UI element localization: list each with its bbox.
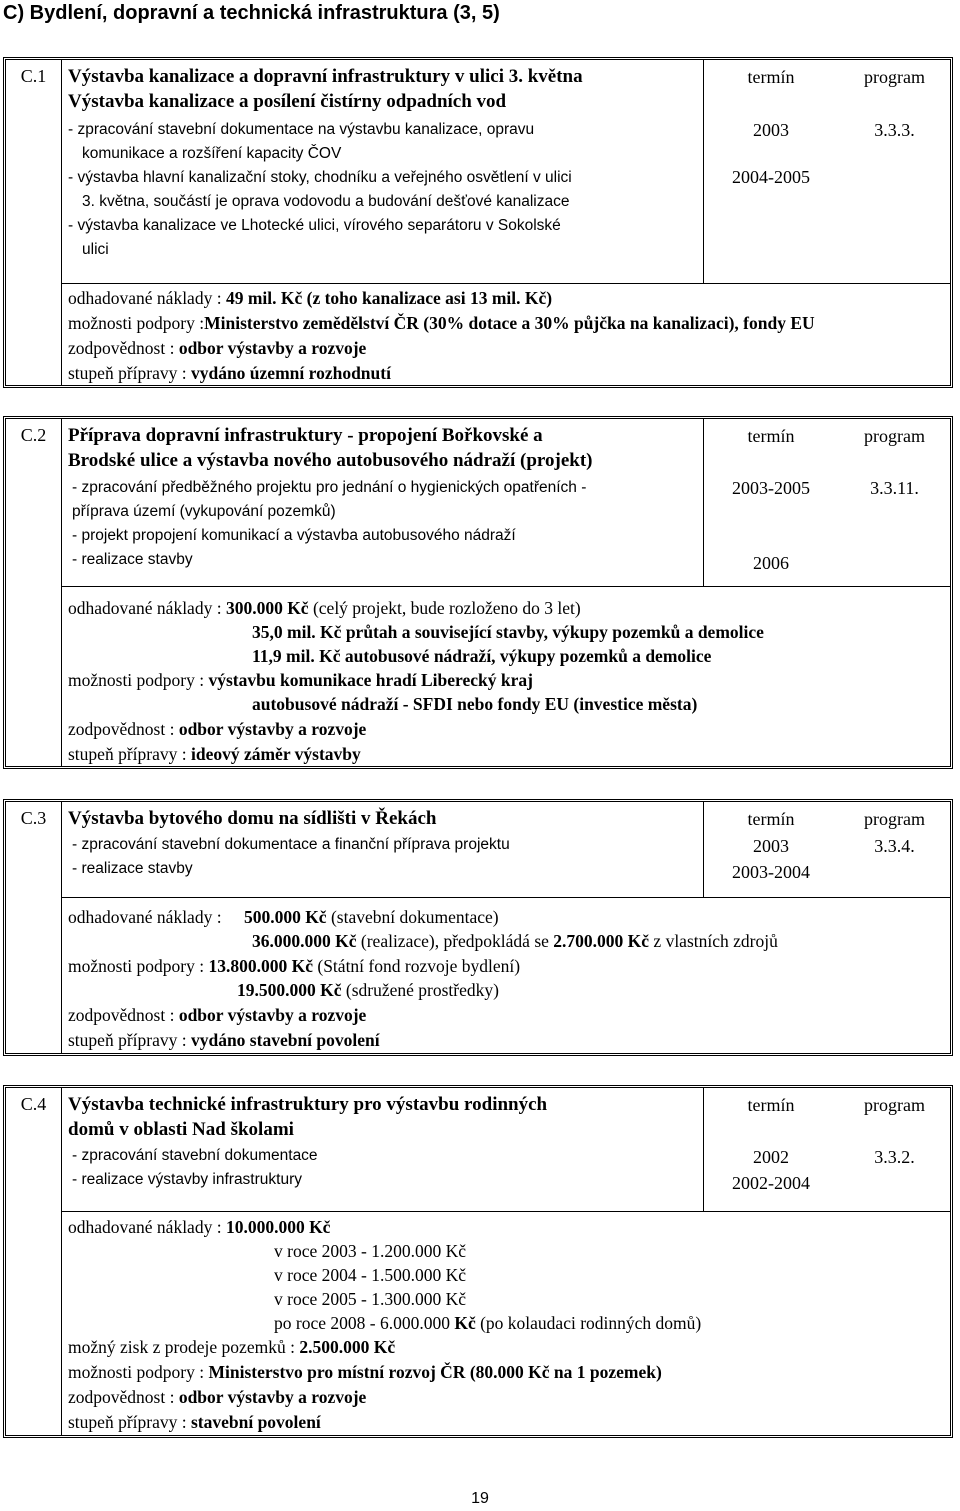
termin-value: 2006 <box>753 553 789 573</box>
page-number: 19 <box>471 1490 489 1507</box>
program-value: 3.3.2. <box>874 1147 915 1167</box>
podpora-row: autobusové nádraží - SFDI nebo fondy EU (investice města) <box>252 694 698 714</box>
task-item: - zpracování předběžného projektu pro jednání o hygienických opatřeních - <box>72 479 587 496</box>
naklady-year: po roce 2008 - 6.000.000 Kč (po kolaudaci rodinných domů) <box>274 1313 702 1333</box>
task-item: - realizace stavby <box>72 551 193 568</box>
zodpovednost-row: zodpovědnost : odbor výstavby a rozvoje <box>68 719 367 739</box>
stupen-row: stupeň přípravy : vydáno územní rozhodnutí <box>68 363 391 383</box>
termin-label: termín <box>747 809 795 829</box>
section-heading: C) Bydlení, dopravní a technická infrastruktura (3, 5) <box>3 2 500 24</box>
podpora-row: možnosti podpory : 13.800.000 Kč (Státní fond rozvoje bydlení) <box>68 956 521 976</box>
program-label: program <box>864 1095 925 1115</box>
project-title: Výstavba kanalizace a dopravní infrastruktury v ulici 3. května <box>68 66 583 87</box>
task-item: komunikace a rozšíření kapacity ČOV <box>82 145 342 162</box>
task-item: - zpracování stavební dokumentace na výstavbu kanalizace, opravu <box>68 121 535 138</box>
project-title: Výstavba technické infrastruktury pro výstavbu rodinných <box>68 1094 548 1115</box>
project-number: C.4 <box>20 1094 47 1114</box>
program-value: 3.3.4. <box>874 836 915 856</box>
naklady-row: odhadované náklady : 10.000.000 Kč <box>68 1217 331 1237</box>
task-item: příprava území (vykupování pozemků) <box>72 503 336 520</box>
task-item: 3. května, součástí je oprava vodovodu a budování dešťové kanalizace <box>82 193 570 210</box>
task-item: - zpracování stavební dokumentace a finanční příprava projektu <box>72 836 510 853</box>
zodpovednost-row: zodpovědnost : odbor výstavby a rozvoje <box>68 1005 367 1025</box>
project-number: C.2 <box>20 425 47 445</box>
project-box-c4 <box>3 1085 953 1438</box>
program-label: program <box>864 809 925 829</box>
naklady-row: odhadované náklady : 300.000 Kč (celý projekt, bude rozloženo do 3 let) <box>68 598 581 618</box>
termin-value: 2002 <box>753 1147 789 1167</box>
program-label: program <box>864 67 925 87</box>
naklady-row: 11,9 mil. Kč autobusové nádraží, výkupy pozemků a demolice <box>252 646 712 666</box>
project-box-c3 <box>3 799 953 1056</box>
task-item: ulici <box>82 241 109 258</box>
termin-value: 2003 <box>753 836 789 856</box>
task-item: - výstavba kanalizace ve Lhotecké ulici, vírového separátoru v Sokolské <box>68 217 561 234</box>
project-subtitle: Výstavba kanalizace a posílení čistírny odpadních vod <box>68 91 507 112</box>
task-item: - realizace výstavby infrastruktury <box>72 1171 302 1188</box>
task-item: - zpracování stavební dokumentace <box>72 1147 318 1164</box>
naklady-row: odhadované náklady : 49 mil. Kč (z toho kanalizace asi 13 mil. Kč) <box>68 288 553 308</box>
task-item: - projekt propojení komunikací a výstavba autobusového nádraží <box>72 527 516 544</box>
zisk-row: možný zisk z prodeje pozemků : 2.500.000 Kč <box>68 1337 396 1357</box>
termin-label: termín <box>747 67 795 87</box>
naklady-year: v roce 2003 - 1.200.000 Kč <box>274 1241 466 1261</box>
podpora-row: možnosti podpory : výstavbu komunikace hradí Liberecký kraj <box>68 670 533 690</box>
podpora-row: 19.500.000 Kč (sdružené prostředky) <box>237 980 499 1000</box>
stupen-row: stupeň přípravy : stavební povolení <box>68 1412 321 1432</box>
podpora-row: možnosti podpory :Ministerstvo zemědělství ČR (30% dotace a 30% půjčka na kanalizaci), fondy EU <box>68 313 815 333</box>
zodpovednost-row: zodpovědnost : odbor výstavby a rozvoje <box>68 1387 367 1407</box>
termin-value: 2003 <box>753 120 789 140</box>
project-title: Příprava dopravní infrastruktury - propojení Bořkovské a <box>68 425 543 446</box>
termin-label: termín <box>747 426 795 446</box>
task-item: - realizace stavby <box>72 860 193 877</box>
naklady-row: odhadované náklady : 500.000 Kč (stavební dokumentace) <box>68 907 499 927</box>
project-subtitle: domů v oblasti Nad školami <box>68 1119 294 1140</box>
termin-label: termín <box>747 1095 795 1115</box>
project-box-c1 <box>3 57 953 388</box>
stupen-row: stupeň přípravy : vydáno stavební povolení <box>68 1030 380 1050</box>
project-number: C.1 <box>20 66 47 86</box>
podpora-row: možnosti podpory : Ministerstvo pro místní rozvoj ČR (80.000 Kč na 1 pozemek) <box>68 1362 662 1382</box>
project-title: Výstavba bytového domu na sídlišti v Řekách <box>68 808 437 829</box>
termin-value: 2003-2004 <box>732 862 810 882</box>
stupen-row: stupeň přípravy : ideový záměr výstavby <box>68 744 361 764</box>
program-value: 3.3.11. <box>870 478 919 498</box>
termin-value: 2004-2005 <box>732 167 810 187</box>
zodpovednost-row: zodpovědnost : odbor výstavby a rozvoje <box>68 338 367 358</box>
termin-value: 2003-2005 <box>732 478 810 498</box>
program-label: program <box>864 426 925 446</box>
program-value: 3.3.3. <box>874 120 915 140</box>
naklady-year: v roce 2004 - 1.500.000 Kč <box>274 1265 466 1285</box>
naklady-row: 35,0 mil. Kč průtah a související stavby, výkupy pozemků a demolice <box>252 622 764 642</box>
naklady-row: 36.000.000 Kč (realizace), předpokládá se 2.700.000 Kč z vlastních zdrojů <box>252 931 778 951</box>
project-subtitle: Brodské ulice a výstavba nového autobusového nádraží (projekt) <box>68 450 593 471</box>
naklady-year: v roce 2005 - 1.300.000 Kč <box>274 1289 466 1309</box>
project-box-c2 <box>3 416 953 769</box>
project-number: C.3 <box>20 808 47 828</box>
task-item: - výstavba hlavní kanalizační stoky, chodníku a veřejného osvětlení v ulici <box>68 169 572 186</box>
termin-value: 2002-2004 <box>732 1173 810 1193</box>
